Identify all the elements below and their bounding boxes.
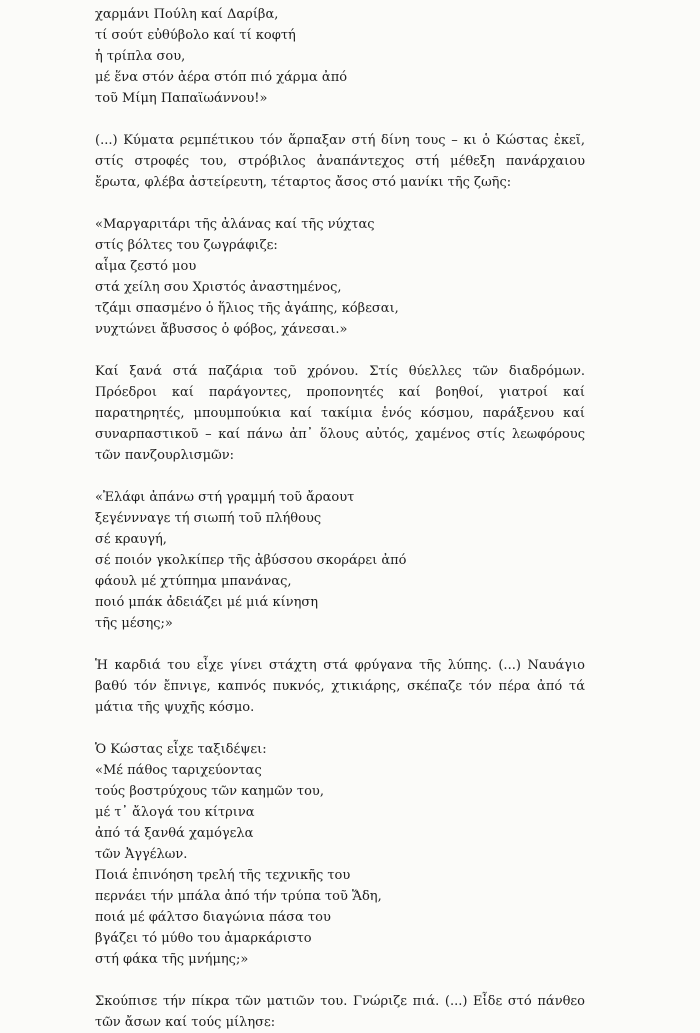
verse-stanza-3 <box>95 487 585 634</box>
verse-line: σέ ποιόν γκολκίπερ τῆς ἀβύσσου σκοράρει ἀπό <box>95 553 407 568</box>
prose-paragraph-1: (...) Κύματα ρεμπέτικου τόν ἅρπαξαν στή δίνη τους – κι ὁ Κώστας ἐκεῖ, στίς στροφές του, στρόβιλος ἀναπάντεχος στή μέθεξη πανάρχαιου ἔρωτα, φλέβα ἀστείρευτη, τέταρτος ἄσος στό μανίκι τῆς ζωῆς: <box>95 133 585 190</box>
verse-line: τῆς μέσης;» <box>95 616 173 631</box>
verse-line: φάουλ μέ χτύπημα μπανάνας, <box>95 574 292 589</box>
verse-line: μέ τ᾽ ἄλογά του κίτρινα <box>95 805 255 820</box>
verse-line: σέ κραυγή, <box>95 532 167 547</box>
verse-stanza-1 <box>95 4 585 109</box>
verse-line: στά χείλη σου Χριστός ἀναστημένος, <box>95 280 342 295</box>
prose-paragraph-2: Καί ξανά στά παζάρια τοῦ χρόνου. Στίς θύελλες τῶν διαδρόμων. Πρόεδροι καί παράγοντες, προπονητές καί βοηθοί, γιατροί καί παρατηρητές, μπουμπούκια καί τακίμια ἑνός κόσμου, παράξενου καί συναρπαστικοῦ – καί πάνω ἀπ᾽ ὅλους αὐτός, χαμένος στίς λεωφόρους τῶν πανζουρλισμῶν: <box>95 364 585 463</box>
prose-paragraph-3: Ἡ καρδιά του εἶχε γίνει στάχτη στά φρύγανα τῆς λύπης. (...) Ναυάγιο βαθύ τόν ἔπνιγε, καπνός πυκνός, χτικιάρης, σκέπαζε τόν πέρα ἀπό τά μάτια τῆς ψυχῆς κόσμο. <box>95 658 585 715</box>
verse-line: νυχτώνει ἄβυσσος ὁ φόβος, χάνεσαι.» <box>95 322 348 337</box>
verse-line: ξεγέννναγε τή σιωπή τοῦ πλήθους <box>95 511 322 526</box>
prose-paragraph-4: Σκούπισε τήν πίκρα τῶν ματιῶν του. Γνώριζε πιά. (...) Εἶδε στό πάνθεο τῶν ἄσων καί τούς μίλησε: <box>95 994 585 1030</box>
verse-line: τί σούτ εὐθύβολο καί τί κοφτή <box>95 28 296 43</box>
verse-line: βγάζει τό μύθο του ἀμαρκάριστο <box>95 931 312 946</box>
spacer <box>95 466 585 487</box>
verse-line: στίς βόλτες του ζωγράφιζε: <box>95 238 278 253</box>
verse-line: ποιά μέ φάλτσο διαγώνια πάσα του <box>95 910 331 925</box>
verse-line: μέ ἕνα στόν ἀέρα στόπ πιό χάρμα ἀπό <box>95 70 348 85</box>
verse-line: αἷμα ζεστό μου <box>95 259 197 274</box>
verse-line: Ποιά ἐπινόηση τρελή τῆς τεχνικῆς του <box>95 868 351 883</box>
spacer <box>95 634 585 655</box>
verse-line: χαρμάνι Πούλη καί Δαρίβα, <box>95 7 279 22</box>
verse-line: «Μαργαριτάρι τῆς ἀλάνας καί τῆς νύχτας <box>95 217 375 232</box>
spacer <box>95 109 585 130</box>
verse-line: τοῦ Μίμη Παπαϊωάννου!» <box>95 91 268 106</box>
verse-line: στή φάκα τῆς μνήμης;» <box>95 952 249 967</box>
spacer <box>95 718 585 739</box>
spacer <box>95 193 585 214</box>
verse-line: περνάει τήν μπάλα ἀπό τήν τρύπα τοῦ Ἅδη, <box>95 889 382 904</box>
verse-line: τζάμι σπασμένο ὁ ἥλιος τῆς ἀγάπης, κόβεσαι, <box>95 301 399 316</box>
verse-line: «Ἐλάφι ἀπάνω στή γραμμή τοῦ ἄραουτ <box>95 490 355 505</box>
verse-line: τούς βοστρύχους τῶν καημῶν του, <box>95 784 324 799</box>
spacer <box>95 340 585 361</box>
document-page <box>95 4 585 1033</box>
verse-line: τῶν Ἀγγέλων. <box>95 847 188 862</box>
verse-stanza-2 <box>95 214 585 340</box>
verse-line: ἀπό τά ξανθά χαμόγελα <box>95 826 254 841</box>
verse-line: Ὁ Κώστας εἶχε ταξιδέψει: <box>95 742 267 757</box>
verse-line: «Μέ πάθος ταριχεύοντας <box>95 763 262 778</box>
verse-line: ποιό μπάκ ἀδειάζει μέ μιά κίνηση <box>95 595 319 610</box>
verse-line: ἡ τρίπλα σου, <box>95 49 186 64</box>
spacer <box>95 970 585 991</box>
verse-stanza-4 <box>95 739 585 970</box>
